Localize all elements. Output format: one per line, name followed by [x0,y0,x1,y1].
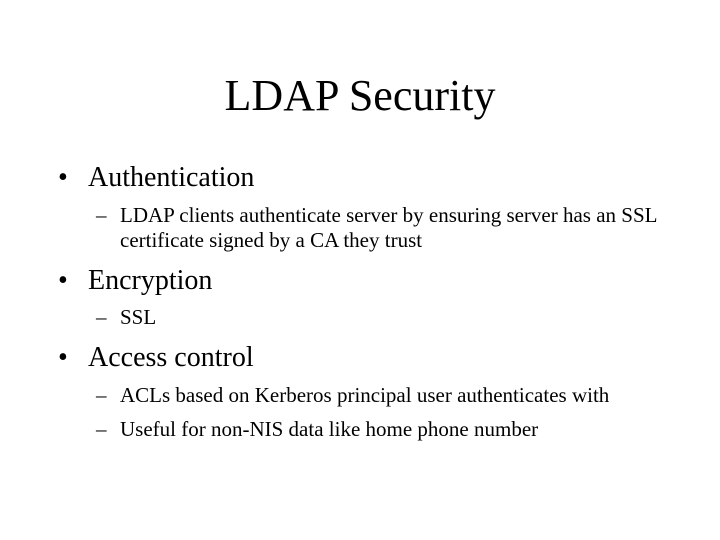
dash-mark: – [96,305,107,329]
sub-bullet-text: LDAP clients authenticate server by ensuring server has an SSL certificate signed by a CA they trust [120,203,657,252]
bullet-mark: • [58,265,68,296]
sub-bullet-item [96,203,660,253]
dash-mark: – [96,417,107,441]
sub-bullet-item [96,417,660,442]
bullet-text: Access control [88,342,254,373]
sub-bullet-item [96,305,660,330]
sub-bullet-text: SSL [120,305,157,329]
slide-title: LDAP Security [224,71,496,120]
bullet-text: Encryption [88,265,213,296]
dash-mark: – [96,383,107,407]
sub-bullet-text: ACLs based on Kerberos principal user authenticates with [120,383,610,407]
bullet-item [58,160,678,196]
sub-bullet-text: Useful for non-NIS data like home phone number [120,417,539,441]
bullet-mark: • [58,162,68,193]
dash-mark: – [96,203,107,227]
sub-bullet-item [96,383,660,408]
bullet-text: Authentication [88,162,255,193]
bullet-list [58,160,678,442]
bullet-item [58,263,678,299]
bullet-mark: • [58,342,68,373]
bullet-item [58,340,678,376]
